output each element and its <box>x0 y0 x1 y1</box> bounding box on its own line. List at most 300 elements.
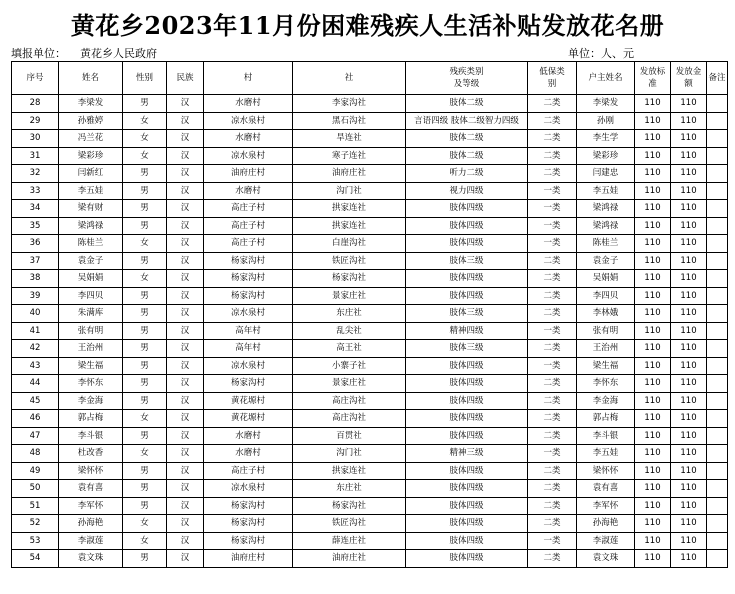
cell-col-remarks <box>707 375 728 393</box>
cell-col-seq: 51 <box>12 497 59 515</box>
cell-col-standard: 110 <box>635 340 671 358</box>
cell-col-village: 凉水泉村 <box>204 305 293 323</box>
cell-col-householder: 李五娃 <box>577 445 635 463</box>
table-row <box>12 550 728 568</box>
table-row <box>12 410 728 428</box>
cell-col-standard: 110 <box>635 130 671 148</box>
cell-col-community: 拱家连社 <box>293 462 406 480</box>
cell-col-remarks <box>707 410 728 428</box>
cell-col-ethnicity: 汉 <box>167 392 204 410</box>
cell-col-standard: 110 <box>635 270 671 288</box>
cell-col-remarks <box>707 427 728 445</box>
cell-col-name: 李斗银 <box>59 427 123 445</box>
cell-col-ethnicity: 汉 <box>167 480 204 498</box>
cell-col-gender: 男 <box>123 182 167 200</box>
cell-col-welfare: 二类 <box>528 515 577 533</box>
cell-col-amount: 110 <box>671 340 707 358</box>
cell-col-gender: 男 <box>123 200 167 218</box>
cell-col-community: 高王社 <box>293 340 406 358</box>
cell-col-gender: 男 <box>123 305 167 323</box>
cell-col-name: 吴娟娟 <box>59 270 123 288</box>
cell-col-amount: 110 <box>671 462 707 480</box>
header-col-amount: 发放金 额 <box>671 62 707 95</box>
cell-col-community: 小寨子社 <box>293 357 406 375</box>
cell-col-amount: 110 <box>671 497 707 515</box>
cell-col-community: 拱家连社 <box>293 200 406 218</box>
cell-col-name: 闫新红 <box>59 165 123 183</box>
cell-col-community: 李家沟社 <box>293 95 406 113</box>
cell-col-name: 杜改香 <box>59 445 123 463</box>
cell-col-village: 凉水泉村 <box>204 147 293 165</box>
cell-col-welfare: 一类 <box>528 217 577 235</box>
cell-col-welfare: 二类 <box>528 392 577 410</box>
cell-col-disability: 肢体四级 <box>406 235 528 253</box>
cell-col-amount: 110 <box>671 427 707 445</box>
fill-unit-label: 填报单位： <box>11 47 66 60</box>
header-col-remarks: 备注 <box>707 62 728 95</box>
cell-col-disability: 肢体四级 <box>406 427 528 445</box>
cell-col-welfare: 二类 <box>528 305 577 323</box>
cell-col-disability: 言语四级 肢体二级智力四级 <box>406 112 528 130</box>
cell-col-name: 陈桂兰 <box>59 235 123 253</box>
cell-col-seq: 34 <box>12 200 59 218</box>
cell-col-householder: 袁有喜 <box>577 480 635 498</box>
cell-col-householder: 李梁发 <box>577 95 635 113</box>
cell-col-welfare: 二类 <box>528 287 577 305</box>
cell-col-householder: 李军怀 <box>577 497 635 515</box>
cell-col-amount: 110 <box>671 305 707 323</box>
unit-value: 人、元 <box>601 47 634 60</box>
cell-col-village: 高庄子村 <box>204 200 293 218</box>
cell-col-disability: 肢体三级 <box>406 305 528 323</box>
table-row <box>12 532 728 550</box>
cell-col-remarks <box>707 287 728 305</box>
cell-col-name: 李淑莲 <box>59 532 123 550</box>
cell-col-householder: 李五娃 <box>577 182 635 200</box>
cell-col-amount: 110 <box>671 480 707 498</box>
cell-col-village: 黄花塬村 <box>204 392 293 410</box>
cell-col-householder: 郭占梅 <box>577 410 635 428</box>
cell-col-amount: 110 <box>671 235 707 253</box>
cell-col-village: 水磨村 <box>204 95 293 113</box>
cell-col-village: 高年村 <box>204 340 293 358</box>
cell-col-remarks <box>707 340 728 358</box>
cell-col-village: 高年村 <box>204 322 293 340</box>
cell-col-disability: 精神三级 <box>406 445 528 463</box>
cell-col-householder: 闫建忠 <box>577 165 635 183</box>
cell-col-amount: 110 <box>671 182 707 200</box>
cell-col-amount: 110 <box>671 515 707 533</box>
cell-col-householder: 袁金子 <box>577 252 635 270</box>
cell-col-remarks <box>707 217 728 235</box>
cell-col-ethnicity: 汉 <box>167 497 204 515</box>
cell-col-householder: 袁文珠 <box>577 550 635 568</box>
cell-col-welfare: 二类 <box>528 95 577 113</box>
cell-col-standard: 110 <box>635 462 671 480</box>
cell-col-ethnicity: 汉 <box>167 532 204 550</box>
cell-col-seq: 29 <box>12 112 59 130</box>
cell-col-community: 景家庄社 <box>293 287 406 305</box>
cell-col-name: 孙海艳 <box>59 515 123 533</box>
cell-col-gender: 男 <box>123 462 167 480</box>
cell-col-welfare: 二类 <box>528 130 577 148</box>
cell-col-welfare: 一类 <box>528 445 577 463</box>
cell-col-gender: 男 <box>123 95 167 113</box>
cell-col-seq: 46 <box>12 410 59 428</box>
cell-col-disability: 精神四级 <box>406 322 528 340</box>
cell-col-householder: 李生学 <box>577 130 635 148</box>
cell-col-ethnicity: 汉 <box>167 462 204 480</box>
cell-col-amount: 110 <box>671 375 707 393</box>
cell-col-amount: 110 <box>671 550 707 568</box>
cell-col-disability: 肢体四级 <box>406 392 528 410</box>
cell-col-welfare: 二类 <box>528 165 577 183</box>
cell-col-community: 高庄沟社 <box>293 410 406 428</box>
cell-col-standard: 110 <box>635 322 671 340</box>
cell-col-welfare: 一类 <box>528 235 577 253</box>
cell-col-village: 杨家沟村 <box>204 497 293 515</box>
cell-col-village: 凉水泉村 <box>204 112 293 130</box>
cell-col-standard: 110 <box>635 515 671 533</box>
cell-col-name: 朱满库 <box>59 305 123 323</box>
cell-col-gender: 男 <box>123 427 167 445</box>
cell-col-seq: 39 <box>12 287 59 305</box>
table-row <box>12 427 728 445</box>
cell-col-ethnicity: 汉 <box>167 445 204 463</box>
cell-col-village: 高庄子村 <box>204 217 293 235</box>
cell-col-householder: 李淑莲 <box>577 532 635 550</box>
cell-col-seq: 41 <box>12 322 59 340</box>
header-col-welfare: 低保类 别 <box>528 62 577 95</box>
cell-col-village: 水磨村 <box>204 182 293 200</box>
cell-col-ethnicity: 汉 <box>167 305 204 323</box>
cell-col-remarks <box>707 480 728 498</box>
cell-col-standard: 110 <box>635 375 671 393</box>
cell-col-ethnicity: 汉 <box>167 147 204 165</box>
cell-col-amount: 110 <box>671 270 707 288</box>
cell-col-village: 油府庄村 <box>204 550 293 568</box>
cell-col-gender: 女 <box>123 130 167 148</box>
cell-col-householder: 梁生福 <box>577 357 635 375</box>
cell-col-disability: 肢体二级 <box>406 130 528 148</box>
header-col-householder: 户主姓名 <box>577 62 635 95</box>
cell-col-ethnicity: 汉 <box>167 340 204 358</box>
cell-col-seq: 40 <box>12 305 59 323</box>
cell-col-ethnicity: 汉 <box>167 427 204 445</box>
cell-col-amount: 110 <box>671 165 707 183</box>
cell-col-name: 李梁发 <box>59 95 123 113</box>
table-row <box>12 235 728 253</box>
header-col-disability: 残疾类别 及等级 <box>406 62 528 95</box>
cell-col-seq: 44 <box>12 375 59 393</box>
cell-col-remarks <box>707 550 728 568</box>
cell-col-gender: 男 <box>123 392 167 410</box>
table-header-row <box>12 62 728 95</box>
cell-col-village: 杨家沟村 <box>204 515 293 533</box>
cell-col-disability: 肢体四级 <box>406 515 528 533</box>
table-row <box>12 147 728 165</box>
cell-col-standard: 110 <box>635 392 671 410</box>
cell-col-community: 白崖沟社 <box>293 235 406 253</box>
cell-col-standard: 110 <box>635 182 671 200</box>
cell-col-amount: 110 <box>671 357 707 375</box>
cell-col-standard: 110 <box>635 305 671 323</box>
cell-col-ethnicity: 汉 <box>167 287 204 305</box>
cell-col-ethnicity: 汉 <box>167 182 204 200</box>
cell-col-amount: 110 <box>671 112 707 130</box>
unit-info <box>568 45 634 61</box>
cell-col-remarks <box>707 165 728 183</box>
header-col-community: 社 <box>293 62 406 95</box>
table-row <box>12 200 728 218</box>
header-col-ethnicity: 民族 <box>167 62 204 95</box>
cell-col-name: 梁有财 <box>59 200 123 218</box>
cell-col-remarks <box>707 95 728 113</box>
cell-col-householder: 王治州 <box>577 340 635 358</box>
cell-col-remarks <box>707 235 728 253</box>
cell-col-welfare: 二类 <box>528 340 577 358</box>
cell-col-seq: 42 <box>12 340 59 358</box>
cell-col-ethnicity: 汉 <box>167 130 204 148</box>
cell-col-welfare: 二类 <box>528 147 577 165</box>
cell-col-welfare: 二类 <box>528 427 577 445</box>
cell-col-amount: 110 <box>671 217 707 235</box>
cell-col-seq: 28 <box>12 95 59 113</box>
cell-col-remarks <box>707 147 728 165</box>
cell-col-amount: 110 <box>671 95 707 113</box>
cell-col-name: 李军怀 <box>59 497 123 515</box>
cell-col-remarks <box>707 532 728 550</box>
cell-col-community: 寒子连社 <box>293 147 406 165</box>
cell-col-gender: 男 <box>123 287 167 305</box>
cell-col-ethnicity: 汉 <box>167 515 204 533</box>
cell-col-gender: 男 <box>123 252 167 270</box>
cell-col-seq: 43 <box>12 357 59 375</box>
cell-col-disability: 肢体四级 <box>406 357 528 375</box>
cell-col-disability: 肢体二级 <box>406 95 528 113</box>
cell-col-seq: 38 <box>12 270 59 288</box>
cell-col-seq: 32 <box>12 165 59 183</box>
cell-col-welfare: 一类 <box>528 200 577 218</box>
cell-col-name: 李四贝 <box>59 287 123 305</box>
cell-col-seq: 48 <box>12 445 59 463</box>
cell-col-ethnicity: 汉 <box>167 235 204 253</box>
cell-col-gender: 女 <box>123 515 167 533</box>
cell-col-seq: 35 <box>12 217 59 235</box>
cell-col-householder: 孙海艳 <box>577 515 635 533</box>
cell-col-disability: 肢体四级 <box>406 480 528 498</box>
cell-col-village: 水磨村 <box>204 445 293 463</box>
cell-col-name: 梁生福 <box>59 357 123 375</box>
cell-col-householder: 梁鸿禄 <box>577 217 635 235</box>
table-row <box>12 357 728 375</box>
table-row <box>12 305 728 323</box>
header-col-name: 姓名 <box>59 62 123 95</box>
cell-col-community: 铁匠沟社 <box>293 252 406 270</box>
cell-col-standard: 110 <box>635 95 671 113</box>
cell-col-name: 袁有喜 <box>59 480 123 498</box>
document-title: 黄花乡2023年11月份困难残疾人生活补贴发放花名册 <box>70 11 665 40</box>
cell-col-householder: 陈桂兰 <box>577 235 635 253</box>
cell-col-welfare: 二类 <box>528 375 577 393</box>
cell-col-amount: 110 <box>671 445 707 463</box>
cell-col-ethnicity: 汉 <box>167 165 204 183</box>
cell-col-remarks <box>707 182 728 200</box>
cell-col-ethnicity: 汉 <box>167 95 204 113</box>
cell-col-community: 杨家沟社 <box>293 497 406 515</box>
cell-col-ethnicity: 汉 <box>167 200 204 218</box>
cell-col-standard: 110 <box>635 112 671 130</box>
cell-col-standard: 110 <box>635 550 671 568</box>
cell-col-disability: 肢体四级 <box>406 217 528 235</box>
cell-col-village: 杨家沟村 <box>204 532 293 550</box>
cell-col-gender: 男 <box>123 550 167 568</box>
cell-col-disability: 肢体四级 <box>406 532 528 550</box>
cell-col-gender: 男 <box>123 375 167 393</box>
cell-col-welfare: 二类 <box>528 270 577 288</box>
cell-col-disability: 肢体四级 <box>406 497 528 515</box>
cell-col-name: 袁金子 <box>59 252 123 270</box>
cell-col-seq: 36 <box>12 235 59 253</box>
cell-col-village: 黄花塬村 <box>204 410 293 428</box>
cell-col-seq: 54 <box>12 550 59 568</box>
cell-col-remarks <box>707 392 728 410</box>
cell-col-remarks <box>707 200 728 218</box>
cell-col-seq: 31 <box>12 147 59 165</box>
header-col-gender: 性别 <box>123 62 167 95</box>
cell-col-remarks <box>707 445 728 463</box>
header-col-standard: 发放标 准 <box>635 62 671 95</box>
cell-col-ethnicity: 汉 <box>167 375 204 393</box>
cell-col-gender: 男 <box>123 497 167 515</box>
cell-col-amount: 110 <box>671 410 707 428</box>
cell-col-householder: 梁怀怀 <box>577 462 635 480</box>
cell-col-amount: 110 <box>671 147 707 165</box>
cell-col-disability: 肢体四级 <box>406 550 528 568</box>
cell-col-disability: 肢体三级 <box>406 340 528 358</box>
cell-col-seq: 37 <box>12 252 59 270</box>
cell-col-remarks <box>707 130 728 148</box>
cell-col-village: 杨家沟村 <box>204 287 293 305</box>
cell-col-name: 王治州 <box>59 340 123 358</box>
cell-col-disability: 听力二级 <box>406 165 528 183</box>
fill-unit-value: 黄花乡人民政府 <box>80 47 157 60</box>
cell-col-village: 高庄子村 <box>204 235 293 253</box>
unit-label: 单位： <box>568 47 601 60</box>
cell-col-disability: 肢体二级 <box>406 147 528 165</box>
cell-col-welfare: 一类 <box>528 357 577 375</box>
cell-col-village: 杨家沟村 <box>204 270 293 288</box>
cell-col-disability: 肢体三级 <box>406 252 528 270</box>
cell-col-householder: 李斗银 <box>577 427 635 445</box>
cell-col-disability: 肢体四级 <box>406 200 528 218</box>
cell-col-gender: 女 <box>123 270 167 288</box>
cell-col-remarks <box>707 270 728 288</box>
cell-col-village: 油府庄村 <box>204 165 293 183</box>
table-row <box>12 340 728 358</box>
cell-col-standard: 110 <box>635 532 671 550</box>
cell-col-name: 李金海 <box>59 392 123 410</box>
cell-col-standard: 110 <box>635 217 671 235</box>
cell-col-seq: 45 <box>12 392 59 410</box>
cell-col-community: 百贯社 <box>293 427 406 445</box>
cell-col-seq: 33 <box>12 182 59 200</box>
cell-col-amount: 110 <box>671 287 707 305</box>
cell-col-standard: 110 <box>635 165 671 183</box>
cell-col-seq: 47 <box>12 427 59 445</box>
cell-col-disability: 肢体四级 <box>406 462 528 480</box>
cell-col-seq: 50 <box>12 480 59 498</box>
cell-col-householder: 梁鸿禄 <box>577 200 635 218</box>
cell-col-village: 杨家沟村 <box>204 252 293 270</box>
cell-col-householder: 李四贝 <box>577 287 635 305</box>
header-col-seq: 序号 <box>12 62 59 95</box>
cell-col-name: 郭占梅 <box>59 410 123 428</box>
cell-col-community: 沟门社 <box>293 445 406 463</box>
cell-col-remarks <box>707 497 728 515</box>
cell-col-community: 乱尖社 <box>293 322 406 340</box>
cell-col-ethnicity: 汉 <box>167 322 204 340</box>
cell-col-welfare: 二类 <box>528 480 577 498</box>
cell-col-gender: 男 <box>123 217 167 235</box>
cell-col-ethnicity: 汉 <box>167 112 204 130</box>
cell-col-seq: 30 <box>12 130 59 148</box>
header-col-village: 村 <box>204 62 293 95</box>
cell-col-amount: 110 <box>671 392 707 410</box>
table-row <box>12 182 728 200</box>
cell-col-welfare: 一类 <box>528 322 577 340</box>
cell-col-standard: 110 <box>635 497 671 515</box>
cell-col-disability: 肢体四级 <box>406 287 528 305</box>
table-row <box>12 375 728 393</box>
cell-col-gender: 女 <box>123 410 167 428</box>
table-row <box>12 95 728 113</box>
cell-col-community: 油府庄社 <box>293 165 406 183</box>
cell-col-name: 袁文珠 <box>59 550 123 568</box>
cell-col-village: 凉水泉村 <box>204 480 293 498</box>
table-row <box>12 270 728 288</box>
cell-col-name: 孙雅婷 <box>59 112 123 130</box>
cell-col-standard: 110 <box>635 480 671 498</box>
cell-col-disability: 视力四级 <box>406 182 528 200</box>
cell-col-gender: 女 <box>123 445 167 463</box>
cell-col-amount: 110 <box>671 252 707 270</box>
cell-col-community: 高庄沟社 <box>293 392 406 410</box>
table-row <box>12 165 728 183</box>
cell-col-disability: 肢体四级 <box>406 410 528 428</box>
cell-col-ethnicity: 汉 <box>167 357 204 375</box>
table-row <box>12 515 728 533</box>
cell-col-name: 李五娃 <box>59 182 123 200</box>
cell-col-householder: 张有明 <box>577 322 635 340</box>
cell-col-remarks <box>707 322 728 340</box>
cell-col-standard: 110 <box>635 445 671 463</box>
table-row <box>12 480 728 498</box>
cell-col-amount: 110 <box>671 130 707 148</box>
table-body <box>12 95 728 568</box>
cell-col-remarks <box>707 112 728 130</box>
table-row <box>12 497 728 515</box>
cell-col-disability: 肢体四级 <box>406 270 528 288</box>
cell-col-welfare: 二类 <box>528 497 577 515</box>
cell-col-ethnicity: 汉 <box>167 550 204 568</box>
cell-col-community: 黑石沟社 <box>293 112 406 130</box>
table-row <box>12 462 728 480</box>
cell-col-ethnicity: 汉 <box>167 270 204 288</box>
cell-col-seq: 52 <box>12 515 59 533</box>
cell-col-householder: 梁彩珍 <box>577 147 635 165</box>
cell-col-community: 拱家连社 <box>293 217 406 235</box>
